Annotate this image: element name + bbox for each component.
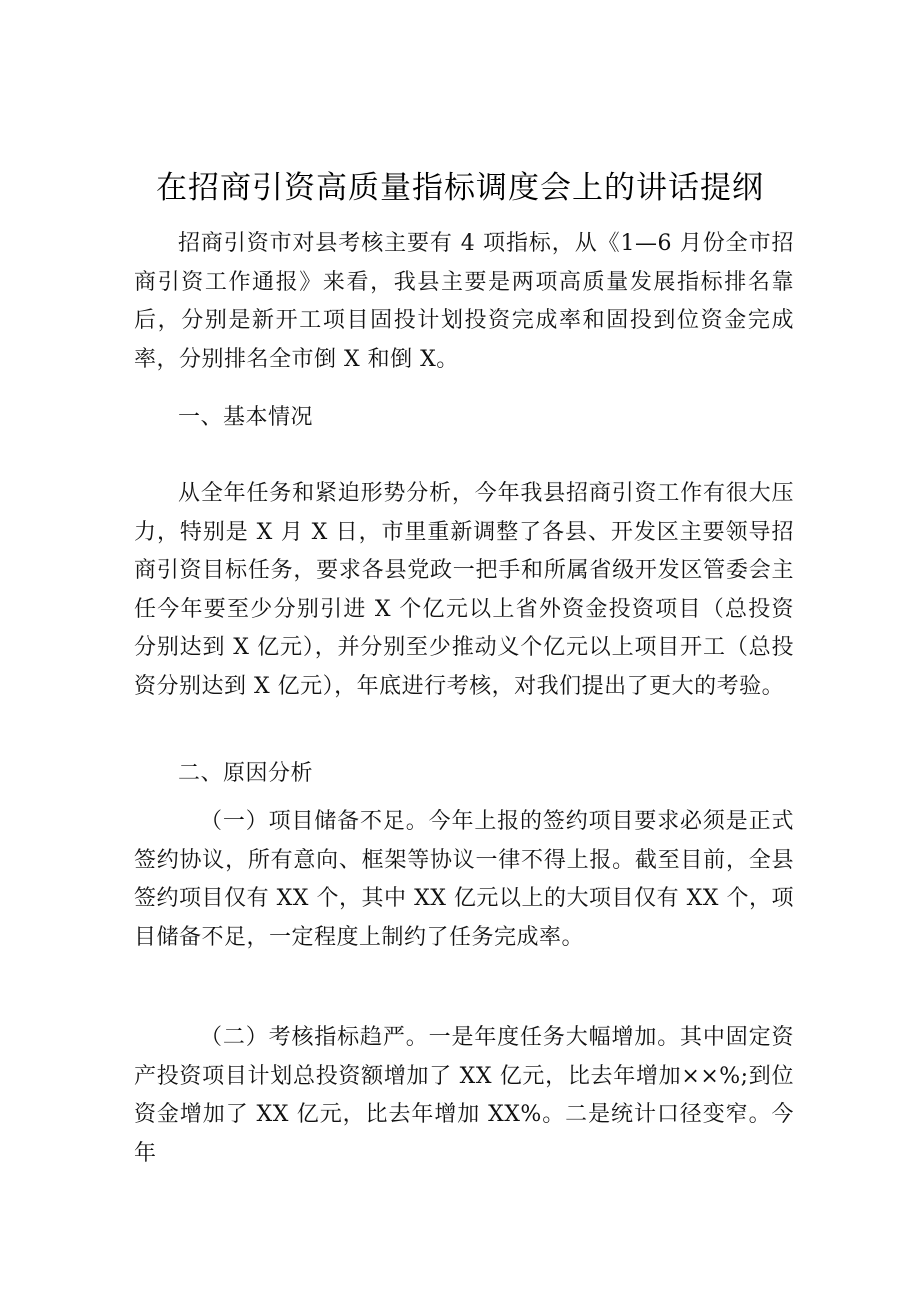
cause-point-2-paragraph: （二）考核指标趋严。一是年度任务大幅增加。其中固定资产投资项目计划总投资额增加了 XX 亿元，比去年增加××%;到位资金增加了 XX 亿元，比去年增加 XX%。二是统计口径变窄。今年 [134,1025,794,1166]
document-title: 在招商引资高质量指标调度会上的讲话提纲 [156,170,764,206]
section-heading-cause-analysis: 二、原因分析 [178,761,314,786]
section-heading-basic-situation: 一、基本情况 [178,405,314,430]
intro-paragraph: 招商引资市对县考核主要有 4 项指标，从《1—6 月份全市招商引资工作通报》来看，我县主要是两项高质量发展指标排名靠后，分别是新开工项目固投计划投资完成率和固投到位资金完成率，分别排名全市倒 X 和倒 X。 [134,231,794,372]
cause-point-1-paragraph: （一）项目储备不足。今年上报的签约项目要求必须是正式签约协议，所有意向、框架等协议一律不得上报。截至目前，全县签约项目仅有 XX 个，其中 XX 亿元以上的大项目仅有 XX 个，项目储备不足，一定程度上制约了任务完成率。 [134,809,794,950]
basic-situation-paragraph: 从全年任务和紧迫形势分析，今年我县招商引资工作有很大压力，特别是 X 月 X 日，市里重新调整了各县、开发区主要领导招商引资目标任务，要求各县党政一把手和所属省级开发区管委会主任今年要至少分别引进 X 个亿元以上省外资金投资项目（总投资分别达到 X 亿元），并分别至少推动义个亿元以上项目开工（总投资分别达到 X 亿元），年底进行考核，对我们提出了更大的考验。 [134,481,794,699]
